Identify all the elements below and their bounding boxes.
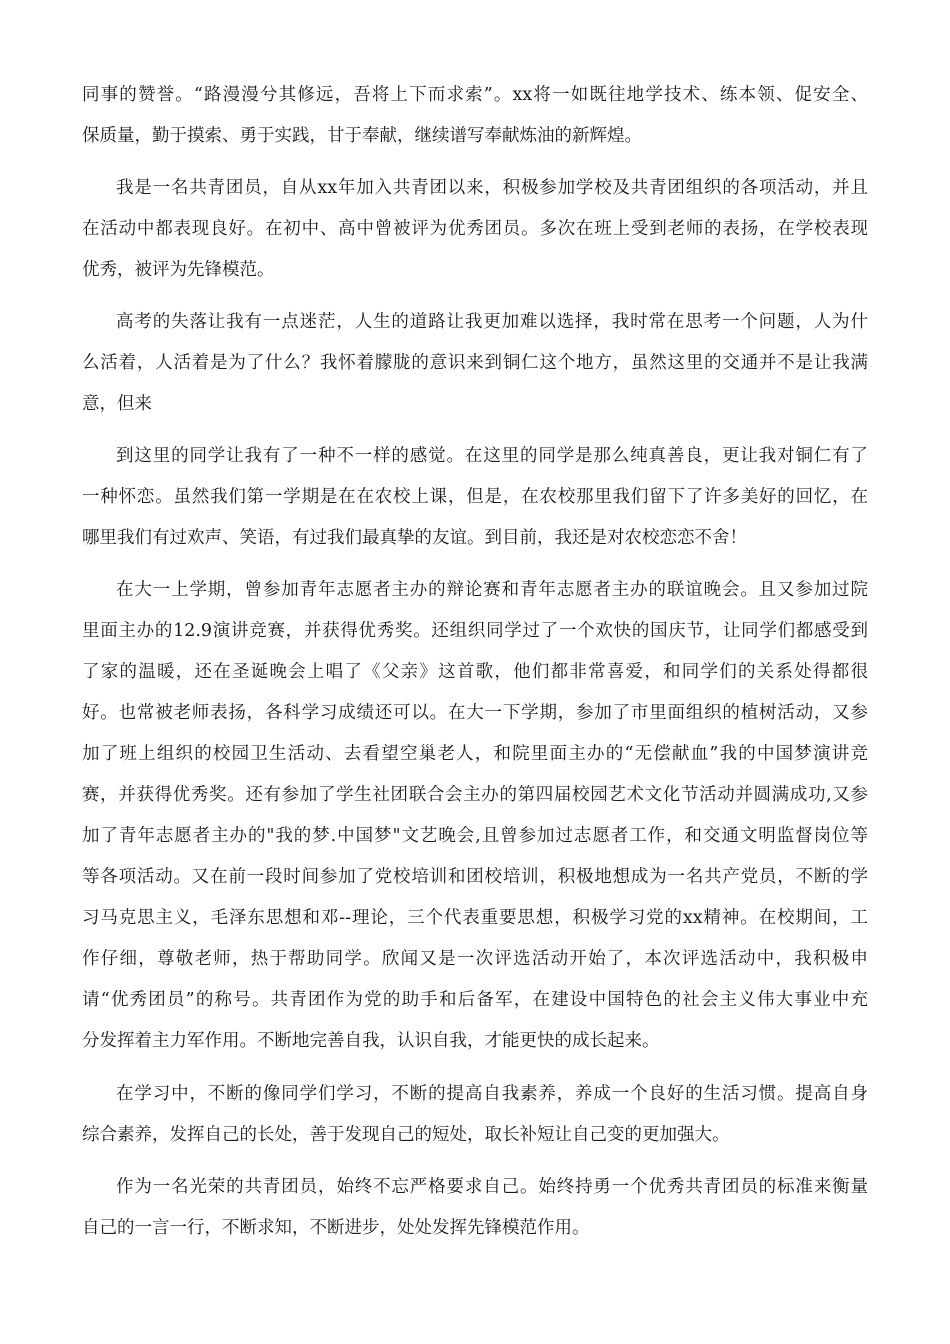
text-line: 分发挥着主力军作用。不断地完善自我，认识自我，才能更快的成长起来。 (82, 1031, 660, 1051)
text-line: 在大一上学期，曾参加青年志愿者主办的辩论赛和青年志愿者主办的联谊晚会。且又参加过院 (116, 580, 868, 600)
text-line: 一种怀恋。虽然我们第一学期是在在农校上课，但是，在农校那里我们留下了许多美好的回忆，在 (82, 487, 868, 507)
text-line: 到这里的同学让我有了一种不一样的感觉。在这里的同学是那么纯真善良，更让我对铜仁有了 (116, 446, 868, 466)
text-line: 里面主办的12.9演讲竞赛，并获得优秀奖。还组织同学过了一个欢快的国庆节，让同学们都感受到 (82, 621, 868, 641)
text-line: 赛，并获得优秀奖。还有参加了学生社团联合会主办的第四届校园艺术文化节活动并圆满成功,又参 (82, 785, 868, 805)
text-line: 意，但来 (82, 394, 152, 414)
text-line: 我是一名共青团员，自从xx年加入共青团以来，积极参加学校及共青团组织的各项活动，并且 (116, 178, 868, 198)
text-line: 加了青年志愿者主办的"我的梦.中国梦"文艺晚会,且曾参加过志愿者工作，和交通文明监督岗位等 (82, 826, 868, 846)
text-line: 作为一名光荣的共青团员，始终不忘严格要求自己。始终持勇一个优秀共青团员的标准来衡量 (116, 1177, 868, 1197)
text-line: 加了班上组织的校园卫生活动、去看望空巢老人，和院里面主办的“无偿献血”我的中国梦演讲竞 (82, 744, 868, 764)
text-line: 哪里我们有过欢声、笑语，有过我们最真挚的友谊。到目前，我还是对农校恋恋不舍！ (82, 528, 747, 548)
text-line: 请“优秀团员”的称号。共青团作为党的助手和后备军，在建设中国特色的社会主义伟大事业中充 (82, 990, 868, 1010)
text-line: 高考的失落让我有一点迷茫，人生的道路让我更加难以选择，我时常在思考一个问题，人为什 (116, 312, 868, 332)
text-line: 等各项活动。又在前一段时间参加了党校培训和团校培训，积极地想成为一名共产党员，不断的学 (82, 867, 868, 887)
text-line: 好。也常被老师表扬，各科学习成绩还可以。在大一下学期，参加了市里面组织的植树活动，又参 (82, 703, 868, 723)
text-line: 保质量，勤于摸索、勇于实践，甘于奉献，继续谱写奉献炼油的新辉煌。 (82, 126, 642, 146)
text-line: 自己的一言一行，不断求知，不断进步，处处发挥先锋模范作用。 (82, 1218, 590, 1238)
text-line: 综合素养，发挥自己的长处，善于发现自己的短处，取长补短让自己变的更加强大。 (82, 1125, 730, 1145)
text-line: 了家的温暖，还在圣诞晚会上唱了《父亲》这首歌，他们都非常喜爱，和同学们的关系处得都很 (82, 662, 868, 682)
text-line: 优秀，被评为先锋模范。 (82, 260, 275, 280)
text-line: 习马克思主义，毛泽东思想和邓--理论，三个代表重要思想，积极学习党的xx精神。在校期间，工 (82, 908, 868, 928)
text-line: 么活着，人活着是为了什么？我怀着朦胧的意识来到铜仁这个地方，虽然这里的交通并不是让我满 (82, 353, 868, 373)
text-line: 在活动中都表现良好。在初中、高中曾被评为优秀团员。多次在班上受到老师的表扬，在学校表现 (82, 219, 868, 239)
text-line: 在学习中，不断的像同学们学习，不断的提高自我素养，养成一个良好的生活习惯。提高自身 (116, 1084, 868, 1104)
text-line: 同事的赞誉。“路漫漫兮其修远，吾将上下而求索”。xx将一如既往地学技术、练本领、促安全、 (82, 85, 868, 105)
text-line: 作仔细，尊敬老师，热于帮助同学。欣闻又是一次评选活动开始了，本次评选活动中，我积极申 (82, 949, 868, 969)
